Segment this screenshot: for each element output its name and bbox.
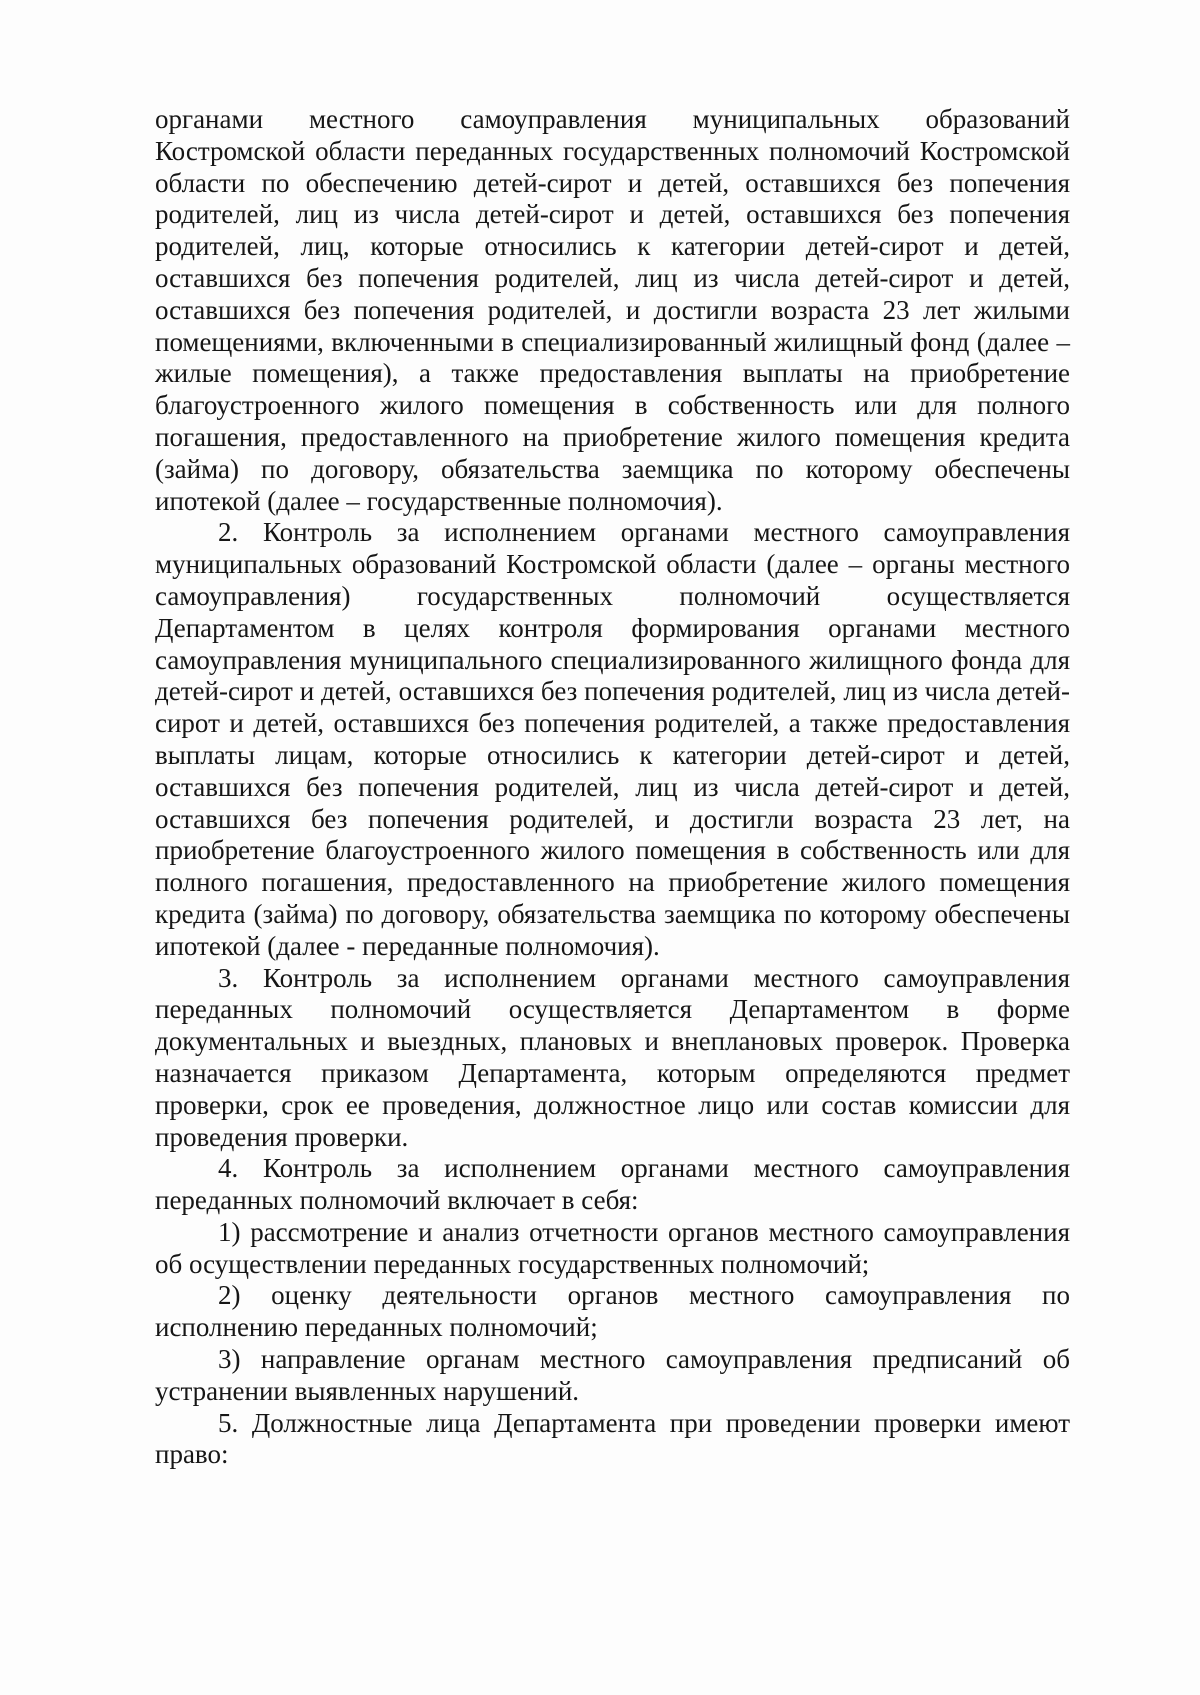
- paragraph-4-control-scope: 4. Контроль за исполнением органами местного самоуправления переданных полномочий включает в себя:: [155, 1153, 1070, 1216]
- list-item-1-reporting-analysis: 1) рассмотрение и анализ отчетности органов местного самоуправления об осуществлении переданных государственных полномочий;: [155, 1216, 1070, 1279]
- paragraph-5-officials-rights: 5. Должностные лица Департамента при проведении проверки имеют право:: [155, 1407, 1070, 1470]
- paragraph-3-inspections: 3. Контроль за исполнением органами местного самоуправления переданных полномочий осуществляется Департаментом в форме документальных и выездных, плановых и внеплановых проверок. Проверка назначается приказом Департамента, которым определяются предмет проверки, срок ее проведения, должностное лицо или состав комиссии для проведения проверки.: [155, 962, 1070, 1152]
- list-item-3-prescriptions: 3) направление органам местного самоуправления предписаний об устранении выявленных нарушений.: [155, 1344, 1070, 1406]
- list-item-2-activity-assessment: 2) оценку деятельности органов местного самоуправления по исполнению переданных полномочий;: [155, 1280, 1070, 1343]
- paragraph-2-control: 2. Контроль за исполнением органами местного самоуправления муниципальных образований Костромской области (далее – органы местного самоуправления) государственных полномочий осуществляется Департаментом в целях контроля формирования органами местного самоуправления муниципального специализированного жилищного фонда для детей-сирот и детей, оставшихся без попечения родителей, лиц из числа детей-сирот и детей, оставшихся без попечения родителей, а также предоставления выплаты лицам, которые относились к категории детей-сирот и детей, оставшихся без попечения родителей, лиц из числа детей-сирот и детей, оставшихся без попечения родителей, и достигли возраста 23 лет, на приобретение благоустроенного жилого помещения в собственность или для полного погашения, предоставленного на приобретение жилого помещения кредита (займа) по договору, обязательства заемщика по которому обеспечены ипотекой (далее - переданные полномочия).: [155, 517, 1070, 961]
- document-body: [155, 104, 1070, 1471]
- paragraph-state-powers-continuation: органами местного самоуправления муниципальных образований Костромской области переданных государственных полномочий Костромской области по обеспечению детей-сирот и детей, оставшихся без попечения родителей, лиц из числа детей-сирот и детей, оставшихся без попечения родителей, лиц, которые относились к категории детей-сирот и детей, оставшихся без попечения родителей, лиц из числа детей-сирот и детей, оставшихся без попечения родителей, и достигли возраста 23 лет жилыми помещениями, включенными в специализированный жилищный фонд (далее – жилые помещения), а также предоставления выплаты на приобретение благоустроенного жилого помещения в собственность или для полного погашения, предоставленного на приобретение жилого помещения кредита (займа) по договору, обязательства заемщика по которому обеспечены ипотекой (далее – государственные полномочия).: [155, 104, 1070, 516]
